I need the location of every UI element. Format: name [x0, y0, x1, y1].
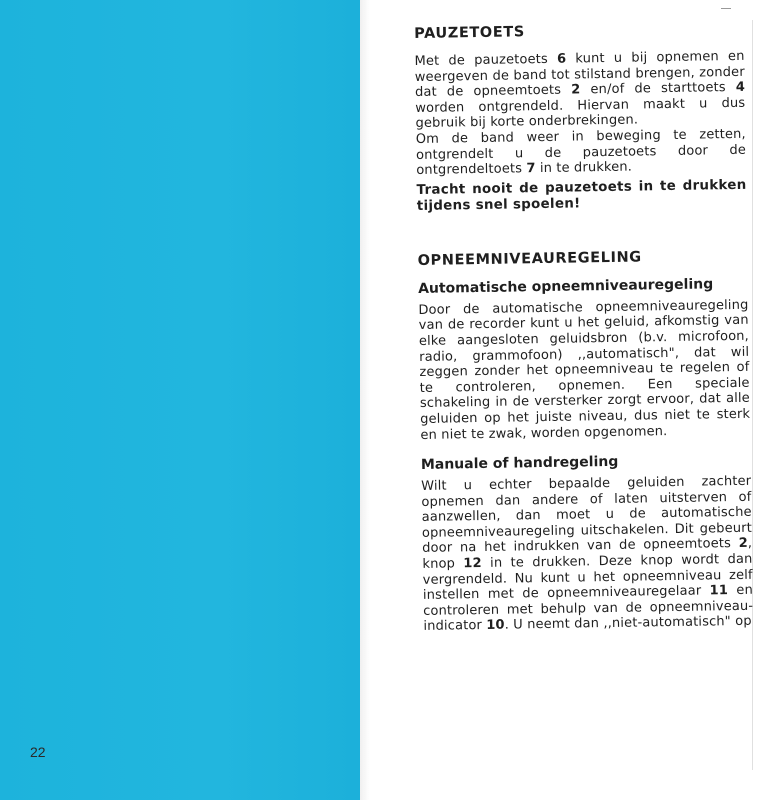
text-span: en/of de starttoets — [580, 80, 736, 98]
ref-number: 12 — [463, 556, 482, 572]
ref-number: 4 — [735, 79, 746, 96]
text-span: en controleren met behulp van de opneemniveau-indicator — [423, 582, 754, 635]
page-fold-shadow — [360, 0, 370, 800]
ref-number: 11 — [709, 583, 729, 599]
ref-number: 6 — [556, 51, 567, 67]
text-span: Om de band weer in beweging te zetten, ontgrendelt u de pauzetoets door de ontgrendeltoets — [415, 126, 747, 179]
heading-pauzetoets: PAUZETOETS — [414, 24, 525, 42]
text-span: . U neemt dan ,,niet-automatisch" op — [504, 614, 752, 634]
ref-number: 2 — [571, 82, 581, 98]
ref-number: 7 — [526, 161, 536, 177]
text-column — [414, 21, 754, 635]
text-span: Wilt u echter bepaalde geluiden zachter opnemen dan andere of laten uitsterven of aanzwellen, dan moet u de automatische opneemniveauregeling uitschakelen. Dit gebeurt door na het indrukken van de opneemtoets — [421, 473, 753, 557]
page-number: 22 — [30, 744, 46, 760]
manual-paragraph — [421, 474, 753, 635]
page-edge-line — [752, 20, 753, 770]
automatic-paragraph: Door de automatische opneemniveauregeling van de recorder kunt u het geluid, afkomstig van elke aangesloten geluidsbron (b.v. microfoon, radio, grammofoon) ,,automatisch", dat wil zeggen zonder het opneemniveau te regelen of te controleren, opnemen. Een speciale schakeling in de versterker zorgt ervoor, dat alle geluiden op het juiste niveau, dus niet te sterk en niet te zwak, worden opgenomen. — [418, 297, 751, 443]
heading-opneemniveauregeling: OPNEEMNIVEAUREGELING — [417, 249, 642, 269]
ref-number: 10 — [486, 618, 505, 634]
pauze-paragraph-2 — [416, 127, 747, 179]
corner-mark — [721, 8, 731, 13]
text-span: worden ontgrendeld. Hiervan maakt u dus gebruik bij korte onderbrekingen. — [415, 95, 746, 132]
text-span: kunt u bij opnemen en weergeven de band tot stilstand brengen, zonder dat de opneemtoets — [414, 48, 745, 101]
pauze-warning: Tracht nooit de pauzetoets in te drukken tijdens snel spoelen! — [416, 177, 747, 214]
text-span: , knop — [422, 536, 753, 572]
ref-number: 2 — [738, 536, 748, 552]
subheading-manuale: Manuale of handregeling — [420, 453, 619, 474]
blue-cover-panel — [0, 0, 360, 800]
pauze-paragraph-1 — [414, 49, 745, 132]
text-span: in te drukken. Deze knop wordt dan vergrendeld. Nu kunt u het opneemniveau zelf instellen met de opneemniveauregelaar — [422, 551, 753, 604]
subheading-automatische: Automatische opneemniveauregeling — [418, 276, 714, 297]
text-span: Met de pauzetoets — [414, 51, 558, 69]
text-span: in te drukken. — [535, 159, 633, 177]
section-spacer — [417, 210, 748, 253]
